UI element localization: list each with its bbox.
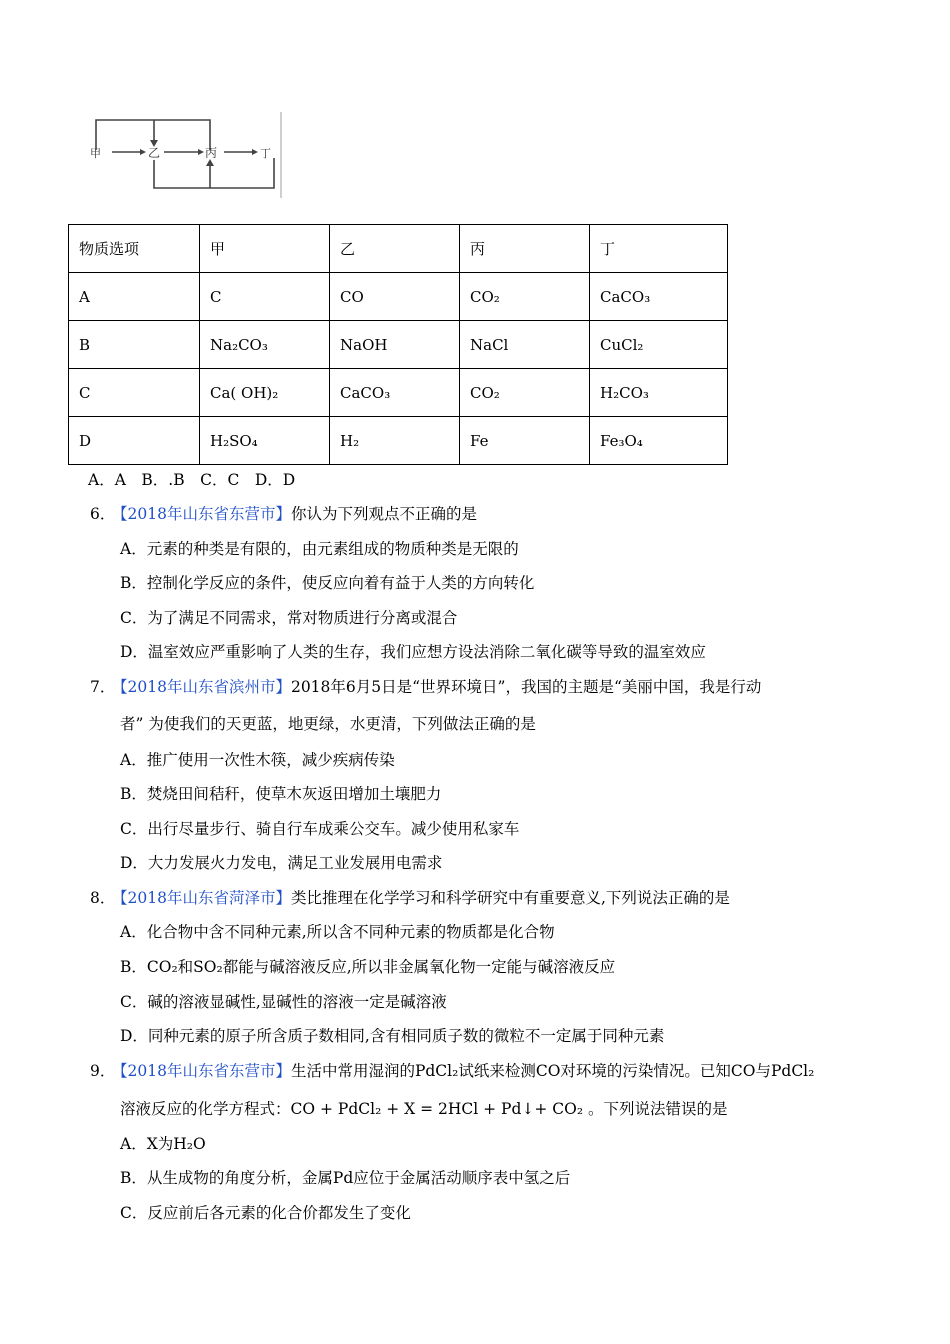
cell-ding: CaCO₃: [590, 273, 728, 321]
q6-stem: [90, 504, 477, 524]
cell-ding: Fe₃O₄: [590, 417, 728, 465]
q9-option-a: A．X为H₂O: [120, 1135, 206, 1153]
cell-ding: CuCl₂: [590, 321, 728, 369]
q7-stem: [90, 677, 761, 697]
cell-option: A: [69, 273, 200, 321]
q7-option-d: D．大力发展火力发电，满足工业发展用电需求: [120, 854, 443, 872]
q6-option-b: B．控制化学反应的条件，使反应向着有益于人类的方向转化: [120, 574, 535, 592]
q9-stem: [90, 1061, 814, 1081]
header-cell: 乙: [330, 225, 460, 273]
cell-yi: CO: [330, 273, 460, 321]
cell-yi: H₂: [330, 417, 460, 465]
table-row: [69, 321, 728, 369]
header-cell: 甲: [200, 225, 330, 273]
q8-option-a: A．化合物中含不同种元素,所以含不同种元素的物质都是化合物: [120, 923, 555, 941]
diagram-label-bing: 丙: [205, 146, 218, 160]
question-number: 7．: [90, 678, 116, 696]
q6-option-a: A．元素的种类是有限的，由元素组成的物质种类是无限的: [120, 540, 519, 558]
question-source: 【2018年山东省东营市】: [112, 1062, 291, 1080]
table-header-row: [69, 225, 728, 273]
cell-ding: H₂CO₃: [590, 369, 728, 417]
cell-yi: NaOH: [330, 321, 460, 369]
question-number: 6．: [90, 505, 116, 523]
q7-option-c: C．出行尽量步行、骑自行车成乘公交车。减少使用私家车: [120, 820, 520, 838]
diagram-label-ding: 丁: [260, 147, 271, 160]
q5-answer-choices: A．A B．.B C．C D．D: [88, 471, 296, 489]
question-text: 你认为下列观点不正确的是: [290, 505, 477, 523]
q9-option-c: C．反应前后各元素的化合价都发生了变化: [120, 1204, 411, 1222]
cell-bing: CO₂: [460, 273, 590, 321]
diagram-label-jia: 甲: [90, 147, 101, 160]
header-cell: 丙: [460, 225, 590, 273]
reaction-flow-diagram: [88, 112, 284, 198]
q8-option-d: D．同种元素的原子所含质子数相同,含有相同质子数的微粒不一定属于同种元素: [120, 1027, 665, 1045]
cell-jia: H₂SO₄: [200, 417, 330, 465]
q9-stem-continued: 溶液反应的化学方程式：CO + PdCl₂ + X = 2HCl + Pd↓+ CO₂ 。下列说法错误的是: [120, 1100, 728, 1118]
q7-stem-continued: 者” 为使我们的天更蓝，地更绿，水更清，下列做法正确的是: [120, 715, 536, 733]
header-cell: 物质选项: [69, 225, 200, 273]
cell-jia: C: [200, 273, 330, 321]
question-number: 8．: [90, 889, 116, 907]
q6-option-d: D．温室效应严重影响了人类的生存，我们应想方设法消除二氧化碳等导致的温室效应: [120, 643, 706, 661]
table-row: [69, 369, 728, 417]
question-text: 类比推理在化学学习和科学研究中有重要意义,下列说法正确的是: [290, 889, 730, 907]
q7-option-b: B．焚烧田间秸秆，使草木灰返田增加土壤肥力: [120, 785, 442, 803]
cell-jia: Na₂CO₃: [200, 321, 330, 369]
question-text: 2018年6月5日是“世界环境日”，我国的主题是“美丽中国，我是行动: [290, 678, 762, 696]
cell-option: D: [69, 417, 200, 465]
header-cell: 丁: [590, 225, 728, 273]
q6-option-c: C．为了满足不同需求，常对物质进行分离或混合: [120, 609, 458, 627]
q8-option-c: C．碱的溶液显碱性,显碱性的溶液一定是碱溶液: [120, 993, 447, 1011]
question-source: 【2018年山东省菏泽市】: [112, 889, 291, 907]
cell-option: B: [69, 321, 200, 369]
question-source: 【2018年山东省滨州市】: [112, 678, 291, 696]
cell-bing: Fe: [460, 417, 590, 465]
cell-bing: CO₂: [460, 369, 590, 417]
question-source: 【2018年山东省东营市】: [112, 505, 291, 523]
table-row: [69, 417, 728, 465]
cell-jia: Ca( OH)₂: [200, 369, 330, 417]
question-text: 生活中常用湿润的PdCl₂试纸来检测CO对环境的污染情况。已知CO与PdCl₂: [290, 1062, 815, 1080]
q7-option-a: A．推广使用一次性木筷，减少疾病传染: [120, 751, 395, 769]
cell-option: C: [69, 369, 200, 417]
substance-table: [68, 224, 728, 465]
q8-option-b: B．CO₂和SO₂都能与碱溶液反应,所以非金属氧化物一定能与碱溶液反应: [120, 958, 616, 976]
question-number: 9．: [90, 1062, 116, 1080]
q9-option-b: B．从生成物的角度分析，金属Pd应位于金属活动顺序表中氢之后: [120, 1169, 571, 1187]
table-row: [69, 273, 728, 321]
cell-bing: NaCl: [460, 321, 590, 369]
cell-yi: CaCO₃: [330, 369, 460, 417]
diagram-label-yi: 乙: [148, 146, 161, 160]
q8-stem: [90, 888, 730, 908]
